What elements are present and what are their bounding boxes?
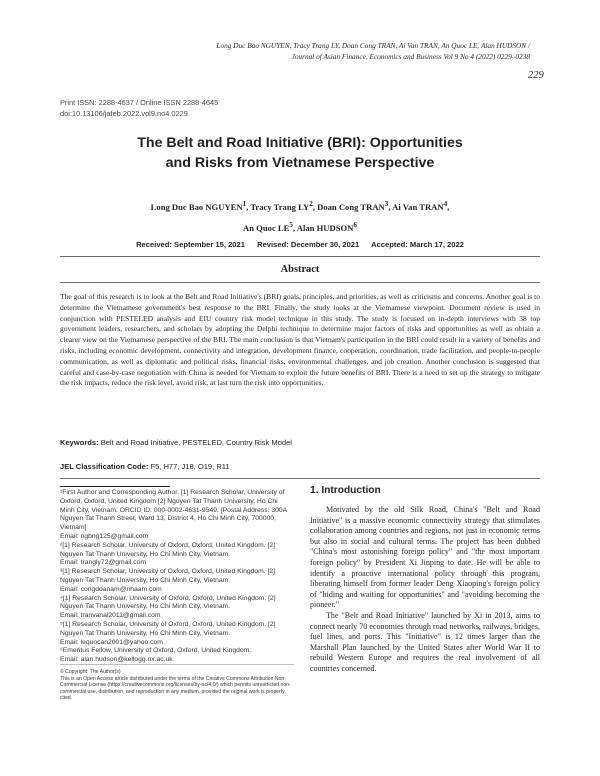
author-name: Long Duc Bao NGUYEN	[150, 201, 243, 212]
footnote-3: ³[1] Research Scholar, University of Oxford, Oxford, United Kingdom. [2] Nguyen Tat Thanh University, Ho Chi Minh City, Vietnam.	[60, 568, 275, 584]
doi-line[interactable]: doi:10.13106/jafeb.2022.vol9.no4.0229	[60, 108, 188, 118]
running-head	[60, 40, 530, 62]
issn-line: Print ISSN: 2288-4637 / Online ISSN 2288-4645	[60, 98, 219, 107]
author-name: Doan Cong TRAN	[317, 201, 385, 212]
running-head-authors: Long Duc Bao NGUYEN, Tracy Trang LY, Doan Cong TRAN, Ai Van TRAN, An Quoc LE, Alan HUDSON /	[216, 41, 530, 50]
keywords-label: Keywords:	[60, 438, 99, 447]
footnote-2: ²[1] Research Scholar, University of Oxford, Oxford, United Kingdom. [2] Nguyen Tat Thanh University, Ho Chi Minh City, Vietnam.	[60, 541, 275, 558]
received-date: Received: September 15, 2021	[136, 240, 245, 249]
introduction-paragraph-1: Motivated by the old Silk Road, China's "Belt and Road Initiative" is a massive economic connectivity strategy that stimulates collaboration among countries and regions, not just in economic terms but also in social and cultural terms. The project has been dubbed "China's most astonishing foreign policy" and "the most important foreign policy" by President Xi Jinping to date. He will be able to identify a proactive international policy through this program, liberating himself from former leader Deng Xiaoping's foreign policy of "hiding and waiting for opportunities" and "avoiding becoming the pioneer."	[310, 505, 540, 610]
footnote-email[interactable]: Email: congdoanam@nhaam.com	[60, 585, 162, 593]
divider-top	[60, 256, 540, 257]
revised-date: Revised: December 30, 2021	[257, 240, 360, 249]
jel-code	[60, 462, 230, 471]
footnote-email[interactable]: Email: alan.hudson@kellogg.ox.ac.uk	[60, 656, 173, 664]
author-mark: 3	[384, 200, 389, 208]
author-mark: 1	[242, 200, 247, 208]
submission-dates	[60, 240, 540, 249]
copyright-rule	[60, 664, 294, 665]
introduction-paragraph-2: The "Belt and Road Initiative" launched by Xi in 2013, aims to connect nearly 70 economies through road networks, railways, bridges, fuel lines, and ports. This "Initiative" is 12 times larger than the Marshall Plan launched by the United States after World War II to rebuild Western Europe and requires the real involvement of all countries concerned.	[310, 610, 540, 673]
paper-title-line-2: and Risks from Vietnamese Perspective	[165, 155, 435, 171]
author-name: An Quoc LE	[243, 222, 290, 233]
author-mark: 5	[289, 220, 293, 229]
keywords	[60, 438, 292, 447]
footnote-email[interactable]: Email: trangly72@gmail.com	[60, 559, 147, 567]
author-line-2: An Quoc $LE^5$, Alan HUDSON$^6$	[243, 220, 357, 233]
divider-abstract	[60, 282, 540, 283]
author-list	[60, 195, 540, 237]
jel-value: F5, H77, J18, O19, R11	[150, 462, 230, 471]
footnote-email[interactable]: Email: ngbng125@gmail.com	[60, 532, 149, 540]
issn-block	[60, 98, 218, 119]
abstract-body: The goal of this research is to look at the Belt and Road Initiative's (BRI) goals, principles, and priorities, as well as criticisms and concerns. Another goal is to determine the Vietnamese government's best response to the BRI. Finally, the study looks at the Vietnamese viewpoint. Document review is used in conjunction with PESTELED analysis and EIU country risk model technique in this study. The study is focused on in-depth interviews with 38 top government leaders, researchers, and scholars by adopting the Delphi technique to determine major factors of risks and opportunities as well as obtain a clearer view on the Vietnamese perspective of the BRI. The main conclusion is that Vietnam's participation in the BRI could result in a variety of benefits and risks, including economic development, connectivity and integration, development finance, cooperation, coordination, trade facilitation, and people-to-people communication, as well as diplomatic and political risks, financial risks, environmental challenges, and job creation. Another conclusion is suggested that careful and case-by-case negotiation with China is needed for Vietnam to exploit the future benefits of BRI. There is a need to set up the strategy to mitigate the risk impacts, reduce the risk level, avoid risk, at last turn the risk into opportunities.	[60, 292, 540, 388]
paper-title	[60, 133, 540, 173]
divider-bottom	[60, 478, 540, 479]
abstract-heading: Abstract	[280, 264, 320, 275]
copyright-line: © Copyright: The Author(s)	[60, 669, 121, 675]
paper-title-line-1: The Belt and Road Initiative (BRI): Opportunities	[137, 135, 463, 151]
author-line-1: Long Duc Bao NGUYEN$^1$, Tracy Trang $LY^2$, Doan Cong TRAN$^3$, Ai Van TRAN$^4$,	[150, 200, 450, 212]
footnotes	[60, 489, 294, 665]
author-name: Tracy Trang LY	[250, 201, 310, 212]
footnote-email[interactable]: Email: lequocan2001@yahoo.com	[60, 638, 163, 646]
footnote-6: ⁶Emeritus Fellow, University of Oxford, Oxford, United Kingdom.	[60, 647, 252, 655]
author-name: Ai Van TRAN	[392, 201, 444, 212]
introduction-body	[310, 505, 540, 675]
license-text: This is an Open Access article distributed under the terms of the Creative Commons Attribution Non-Commercial License (https://creativecommons.org/licenses/by-nc/4.0/) which permits unrestricted non-commercial use, distribution, and reproduction in any medium, provided the original work is properly cited.	[60, 675, 291, 701]
footnote-email[interactable]: Email: tranvanai2011@gmail.com	[60, 612, 161, 620]
copyright-notice	[60, 669, 294, 702]
jel-label: JEL Classification Code:	[60, 462, 149, 471]
page-number: 229	[528, 70, 544, 81]
author-mark: 4	[443, 200, 448, 208]
introduction-heading: 1. Introduction	[310, 485, 381, 496]
footnote-5: ⁵[1] Research Scholar, University of Oxford, Oxford, United Kingdom. [2] Nguyen Tat Thanh University, Ho Chi Minh City, Vietnam.	[60, 620, 276, 637]
author-mark: 6	[353, 220, 357, 229]
accepted-date: Accepted: March 17, 2022	[371, 240, 464, 249]
footnote-1: ¹First Author and Corresponding Author. [1] Research Scholar, University of Oxford, Oxford, United Kingdom [2] Nguyen Tat Thanh University, Ho Chi Minh City, Vietnam. ORCID ID: 000-0002-4631-9549. [Postal Address: 300A Nguyen Tat Thanh Street, Ward 13, District 4, Ho Chi Minh City, 700000, Vietnam]	[60, 489, 287, 532]
author-name: Alan HUDSON	[296, 222, 354, 233]
footnote-rule	[60, 486, 170, 487]
keywords-value: Belt and Road Initiative, PESTELED, Country Risk Model	[100, 438, 292, 447]
running-head-journal: Journal of Asian Finance, Economics and Business Vol 9 No 4 (2022) 0229–0238	[291, 52, 530, 61]
footnote-4: ⁴[1] Research Scholar, University of Oxford, Oxford, United Kingdom. [2] Nguyen Tat Thanh University, Ho Chi Minh City, Vietnam.	[60, 594, 276, 611]
author-mark: 2	[309, 200, 313, 208]
